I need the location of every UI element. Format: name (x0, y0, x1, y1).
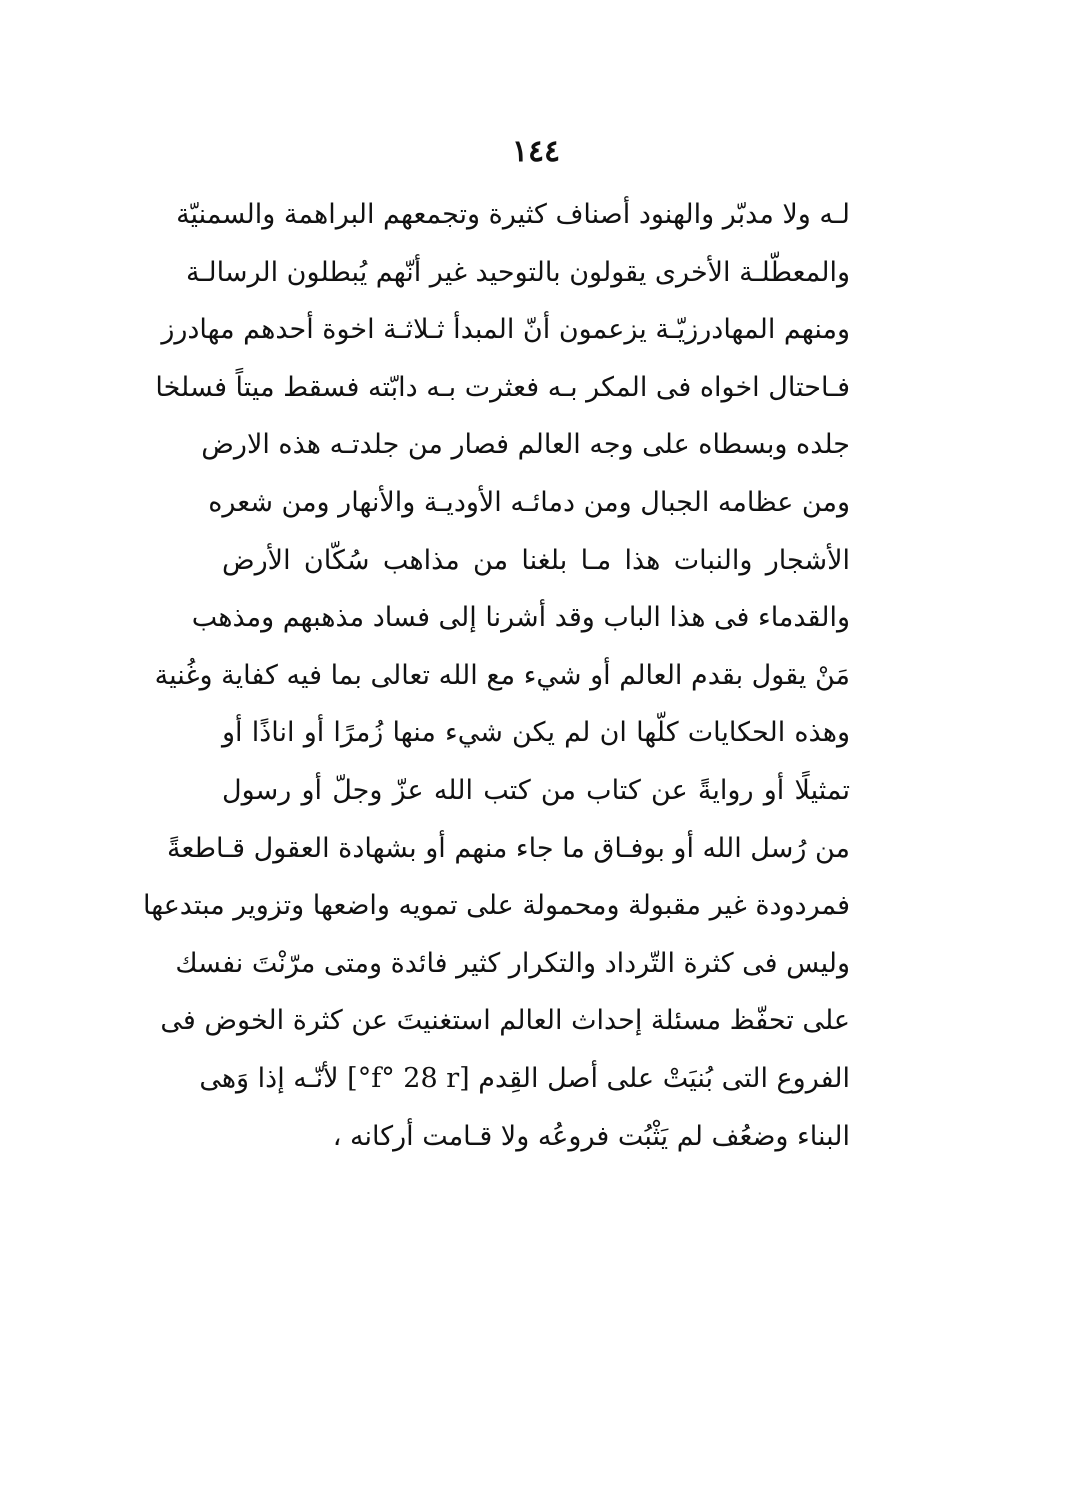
text-line: والمعطّلـة الأخرى يقولون بالتوحيد غير أنّهم يُبطلون الرسالـة (186, 256, 850, 288)
text-line: وليس فى كثرة التّرداد والتكرار كثير فائدة ومتى مرّنْتَ نفسك (175, 947, 850, 979)
text-line: ومن عظامه الجبال ومن دمائـه الأوديـة والأنهار ومن شعره (208, 486, 850, 518)
text-line: ومنهم المهادرزيّـة يزعمون أنّ المبدأ ثـلاثـة اخوة أحدهم مهادرز (161, 314, 850, 346)
text-line: لـه ولا مدبّر والهنود أصناف كثيرة وتجمعهم البراهمة والسمنيّة (176, 199, 850, 230)
text-line: البناء وضعُف لم يَثْبُت فروعُه ولا قـامت أركانه ، (332, 1120, 850, 1152)
text-line: على تحفّظ مسئلة إحداث العالم استغنيتَ عن كثرة الخوض فى (160, 1005, 850, 1037)
text-line: فـاحتال اخواه فى المكر بـه فعثرت بـه دابّته فسقط ميتاً فسلخا (155, 371, 850, 403)
body-text (143, 186, 850, 1165)
text-line: والقدماء فى هذا الباب وقد أشرنا إلى فساد مذهبهم ومذهب (191, 602, 850, 634)
text-line: الفروع التى بُنيَتْ على أصل القِدم [f° 28 r°] لأنّـه إذا وَهى (199, 1062, 850, 1094)
text-line: الأشجار والنبات هذا مـا بلغنا من مذاهب سُكّان الأرض (222, 544, 850, 576)
page-number: ١٤٤ (511, 134, 561, 169)
text-line: وهذه الحكايات كلّها ان لم يكن شيء منها زُمرًا أو اناذًا أو (222, 717, 850, 749)
text-line: من رُسل الله أو بوفـاق ما جاء منهم أو بشهادة العقول قـاطعةً (167, 832, 850, 864)
text-line: فمردودة غير مقبولة ومحمولة على تمويه واضعها وتزوير مبتدعها (143, 890, 850, 922)
text-line: مَنْ يقول بقدم العالم أو شيء مع الله تعالى بما فيه كفاية وغُنية (154, 659, 850, 691)
text-line: جلده وبسطاه على وجه العالم فصار من جلدتـه هذه الارض (201, 429, 850, 461)
text-line: تمثيلًا أو روايةً عن كتاب من كتب الله عزّ وجلّ أو رسول (222, 774, 850, 806)
